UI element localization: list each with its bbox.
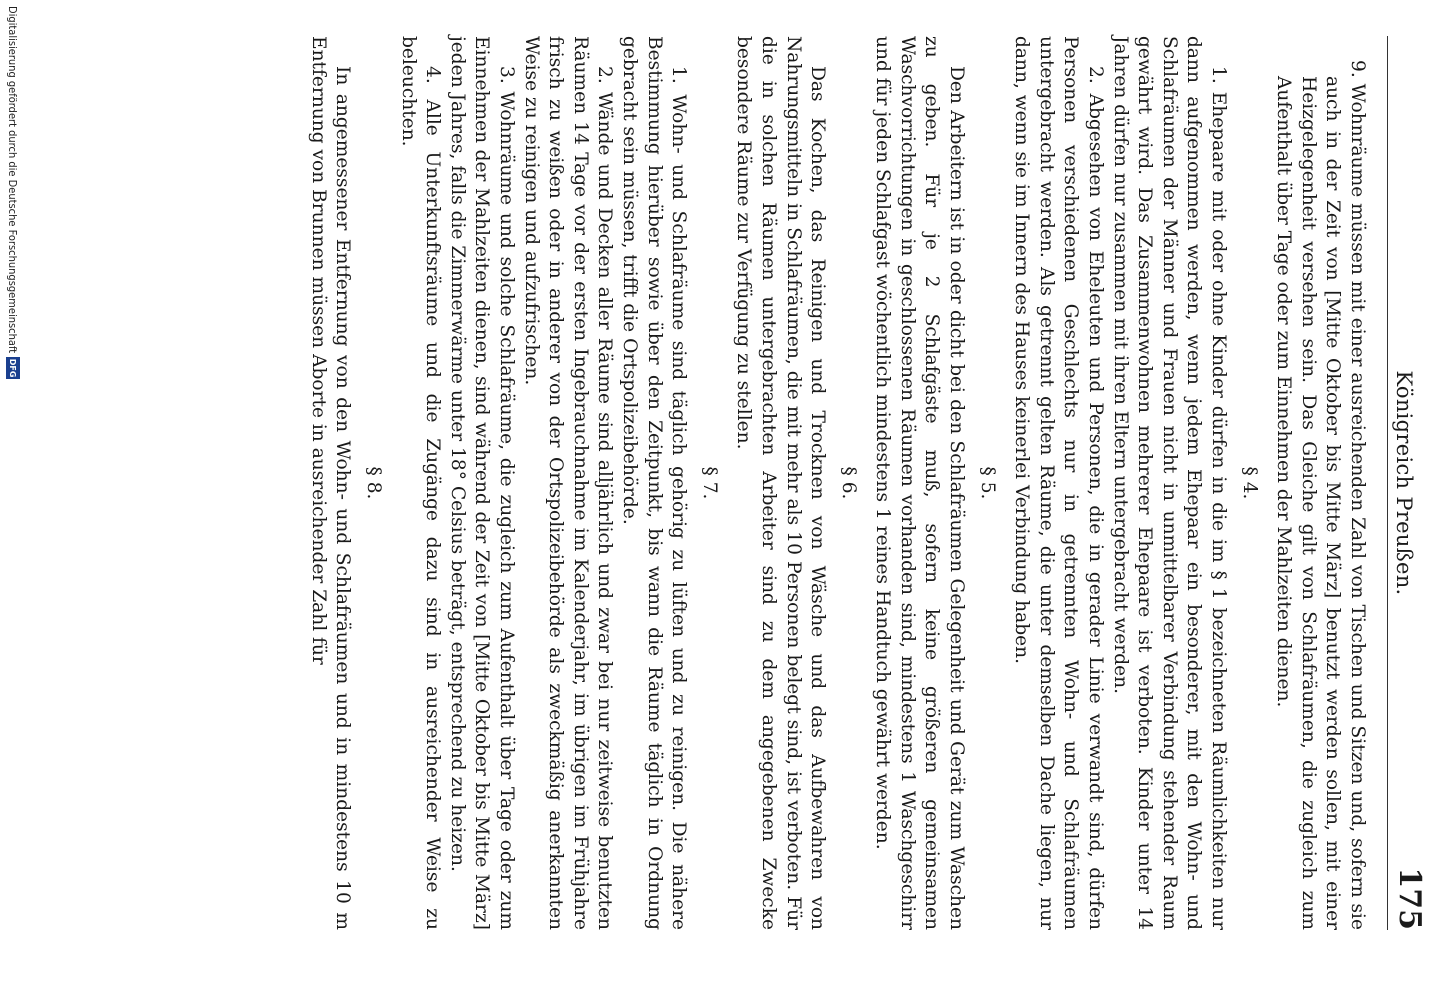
section-heading: § 5. <box>976 466 998 500</box>
funding-credit: Digitalisierung gefördert durch die Deutsche Forschungsgemeinschaft <box>6 6 20 354</box>
paragraph: In angemessener Entfernung von den Wohn- und Schlafräumen und in mindestens 10 m Entfernung von Brunnen müssen Aborte in ausreichender Zahl für <box>307 36 354 930</box>
paragraph: 1. Wohn- und Schlafräume sind täglich gehörig zu lüften und zu reinigen. Die nähere Bestimmung hierüber sowie über den Zeitpunkt, bis wann die Räume täglich in Ordnung gebracht sein müssen, trifft die Ortspolizeibehörde. <box>618 36 690 930</box>
page-header <box>1387 36 1427 930</box>
paragraph: 3. Wohnräume und solche Schlafräume, die zugleich zum Aufenthalt über Tage oder zum Einnehmen der Mahlzeiten dienen, sind während der Zeit von [Mitte Oktober bis Mitte März] jeden Jahres, falls die Zimmerwärme unter 18° Celsius beträgt, entsprechend zu heizen. <box>446 36 517 930</box>
paragraph: Das Kochen, das Reinigen und Trocknen von Wäsche und das Aufbewahren von Nahrungsmitteln in Schlafräumen, die mit mehr als 10 Personen belegt sind, ist verboten. Für die in solchen Räumen untergebrachten Arbeiter sind zu dem angegebenen Zwecke besondere Räume zur Verfügung zu stellen. <box>733 36 829 930</box>
section-heading: § 4. <box>1238 466 1260 500</box>
section-heading: § 6. <box>837 466 859 500</box>
dfg-logo: DFG <box>6 357 20 379</box>
paragraph: Den Arbeitern ist in oder dicht bei den Schlafräumen Gelegenheit und Gerät zum Waschen zu geben. Für je 2 Schlafgäste muß, sofern keine größeren gemeinsamen Waschvorrichtungen in geschlossenen Räumen vorhanden sind, mindestens 1 Waschgeschirr und für jeden Schlafgast wöchentlich mindestens 1 reines Handtuch gewährt werden. <box>872 36 968 930</box>
paragraph: 1. Ehepaare mit oder ohne Kinder dürfen in die im § 1 bezeichneten Räumlichkeiten nur dann aufgenommen werden, wenn jedem Ehepaar ein besonderer, mit den Wohn- und Schlafräumen der Männer und Frauen nicht in unmittelbarer Verbindung stehender Raum gewährt wird. Das Zusammenwohnen mehrerer Ehepaare ist verboten. Kinder unter 14 Jahren dürfen nur zusammen mit ihren Eltern untergebracht werden. <box>1109 36 1230 930</box>
paragraph: 4. Alle Unterkunftsräume und die Zugänge dazu sind in ausreichender Weise zu beleuchten. <box>397 36 444 930</box>
digitization-footer <box>0 0 26 1000</box>
section-heading: § 8. <box>363 466 385 500</box>
body-text <box>305 36 1369 930</box>
page-number: 175 <box>1392 867 1427 930</box>
paragraph: 2. Abgesehen von Eheleuten und Personen, die in gerader Linie verwandt sind, dürfen Personen verschiedenen Geschlechts nur in getrennten Wohn- und Schlafräumen untergebracht werden. Als getrennt gelten Räume, die unter demselben Dache liegen, nur dann, wenn sie im Innern des Hauses keinerlei Verbindung haben. <box>1011 36 1107 930</box>
paragraph: 9. Wohnräume müssen mit einer ausreichenden Zahl von Tischen und Sitzen und, sofern sie auch in der Zeit von [Mitte Oktober bis Mitte März] benutzt werden sollen, mit einer Heizgelegenheit versehen sein. Das Gleiche gilt von Schlafräumen, die zugleich zum Aufenthalt über Tage oder zum Einnehmen der Mahlzeiten dienen. <box>1273 60 1368 930</box>
paragraph: 2. Wände und Decken aller Räume sind alljährlich und zwar bei nur zeitweise benutzten Räumen 14 Tage vor der ersten Ingebrauchnahme im Kalenderjahr, im übrigen im Frühjahre frisch zu weißen oder in anderer von der Ortspolizeibehörde als zweckmäßig anerkannten Weise zu reinigen und aufzufrischen. <box>520 36 616 930</box>
running-title: Königreich Preußen. <box>1392 370 1416 596</box>
section-heading: § 7. <box>698 466 720 500</box>
